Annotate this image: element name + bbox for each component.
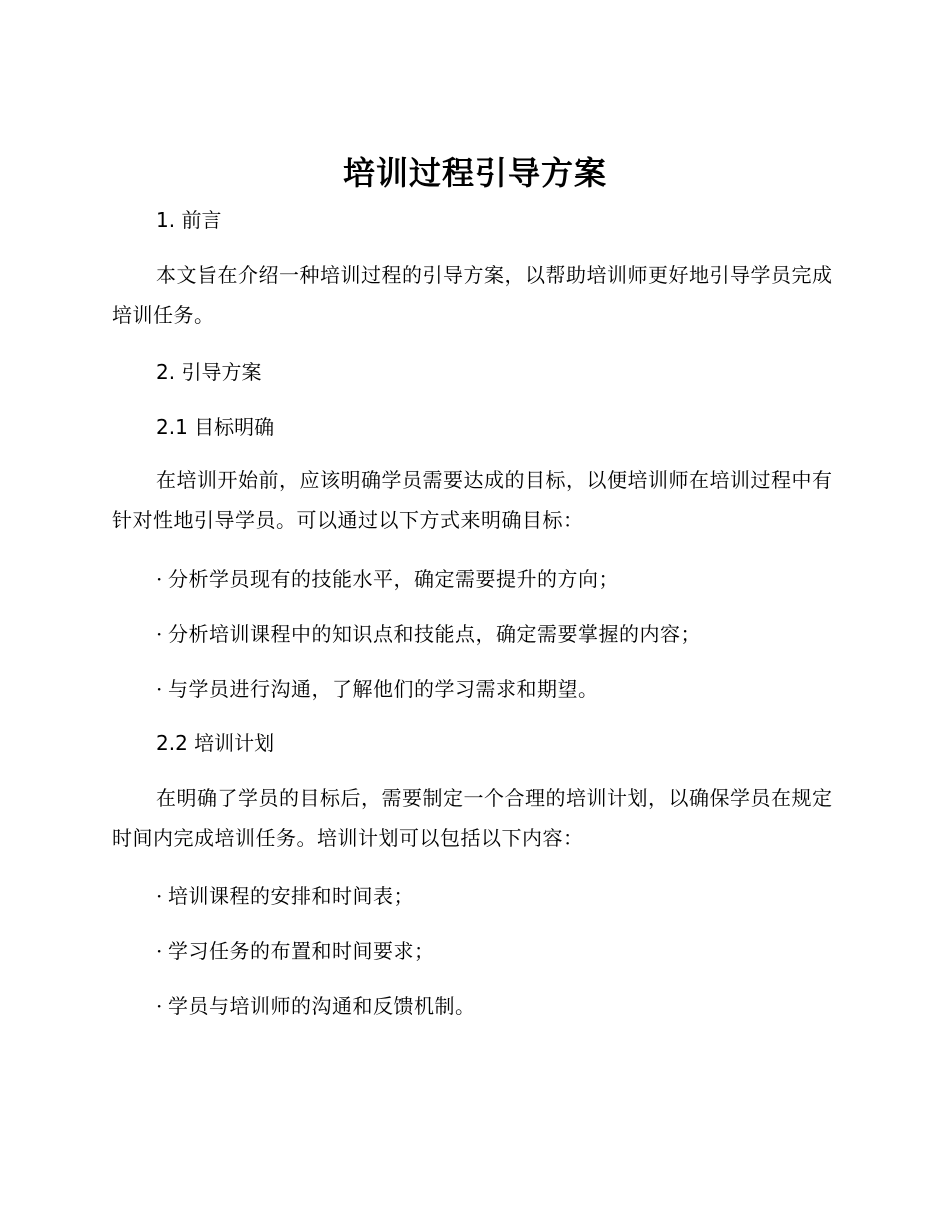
- bullet-icon: ·: [156, 994, 163, 1018]
- list-item-text: 培训课程的安排和时间表；: [168, 884, 414, 908]
- bullet-icon: ·: [156, 677, 163, 701]
- list-item-text: 分析培训课程中的知识点和技能点，确定需要掌握的内容；: [168, 622, 701, 646]
- list-item-text: 与学员进行沟通，了解他们的学习需求和期望。: [168, 677, 599, 701]
- subsection-heading-goal: 2.1 目标明确: [156, 415, 275, 439]
- bullet-icon: ·: [156, 939, 163, 963]
- document-title: 培训过程引导方案: [342, 154, 607, 192]
- list-item: [156, 675, 599, 703]
- list-item: [156, 992, 476, 1020]
- list-item-text: 学习任务的布置和时间要求；: [168, 939, 435, 963]
- list-item: [156, 565, 619, 593]
- intro-paragraph: 本文旨在介绍一种培训过程的引导方案，以帮助培训师更好地引导学员完成培训任务。: [112, 263, 833, 327]
- subsection-heading-plan: 2.2 培训计划: [156, 731, 275, 755]
- bullet-icon: ·: [156, 884, 163, 908]
- section-heading-intro: 1. 前言: [156, 208, 222, 232]
- plan-paragraph: 在明确了学员的目标后，需要制定一个合理的培训计划，以确保学员在规定时间内完成培训任务。培训计划可以包括以下内容：: [112, 786, 833, 850]
- list-item: [156, 882, 414, 910]
- list-item-text: 学员与培训师的沟通和反馈机制。: [168, 994, 476, 1018]
- goal-paragraph: 在培训开始前，应该明确学员需要达成的目标，以便培训师在培训过程中有针对性地引导学员。可以通过以下方式来明确目标：: [112, 468, 833, 532]
- section-heading-guide: 2. 引导方案: [156, 360, 262, 384]
- list-item: [156, 937, 435, 965]
- bullet-icon: ·: [156, 567, 163, 591]
- list-item-text: 分析学员现有的技能水平，确定需要提升的方向；: [168, 567, 619, 591]
- list-item: [156, 620, 701, 648]
- bullet-icon: ·: [156, 622, 163, 646]
